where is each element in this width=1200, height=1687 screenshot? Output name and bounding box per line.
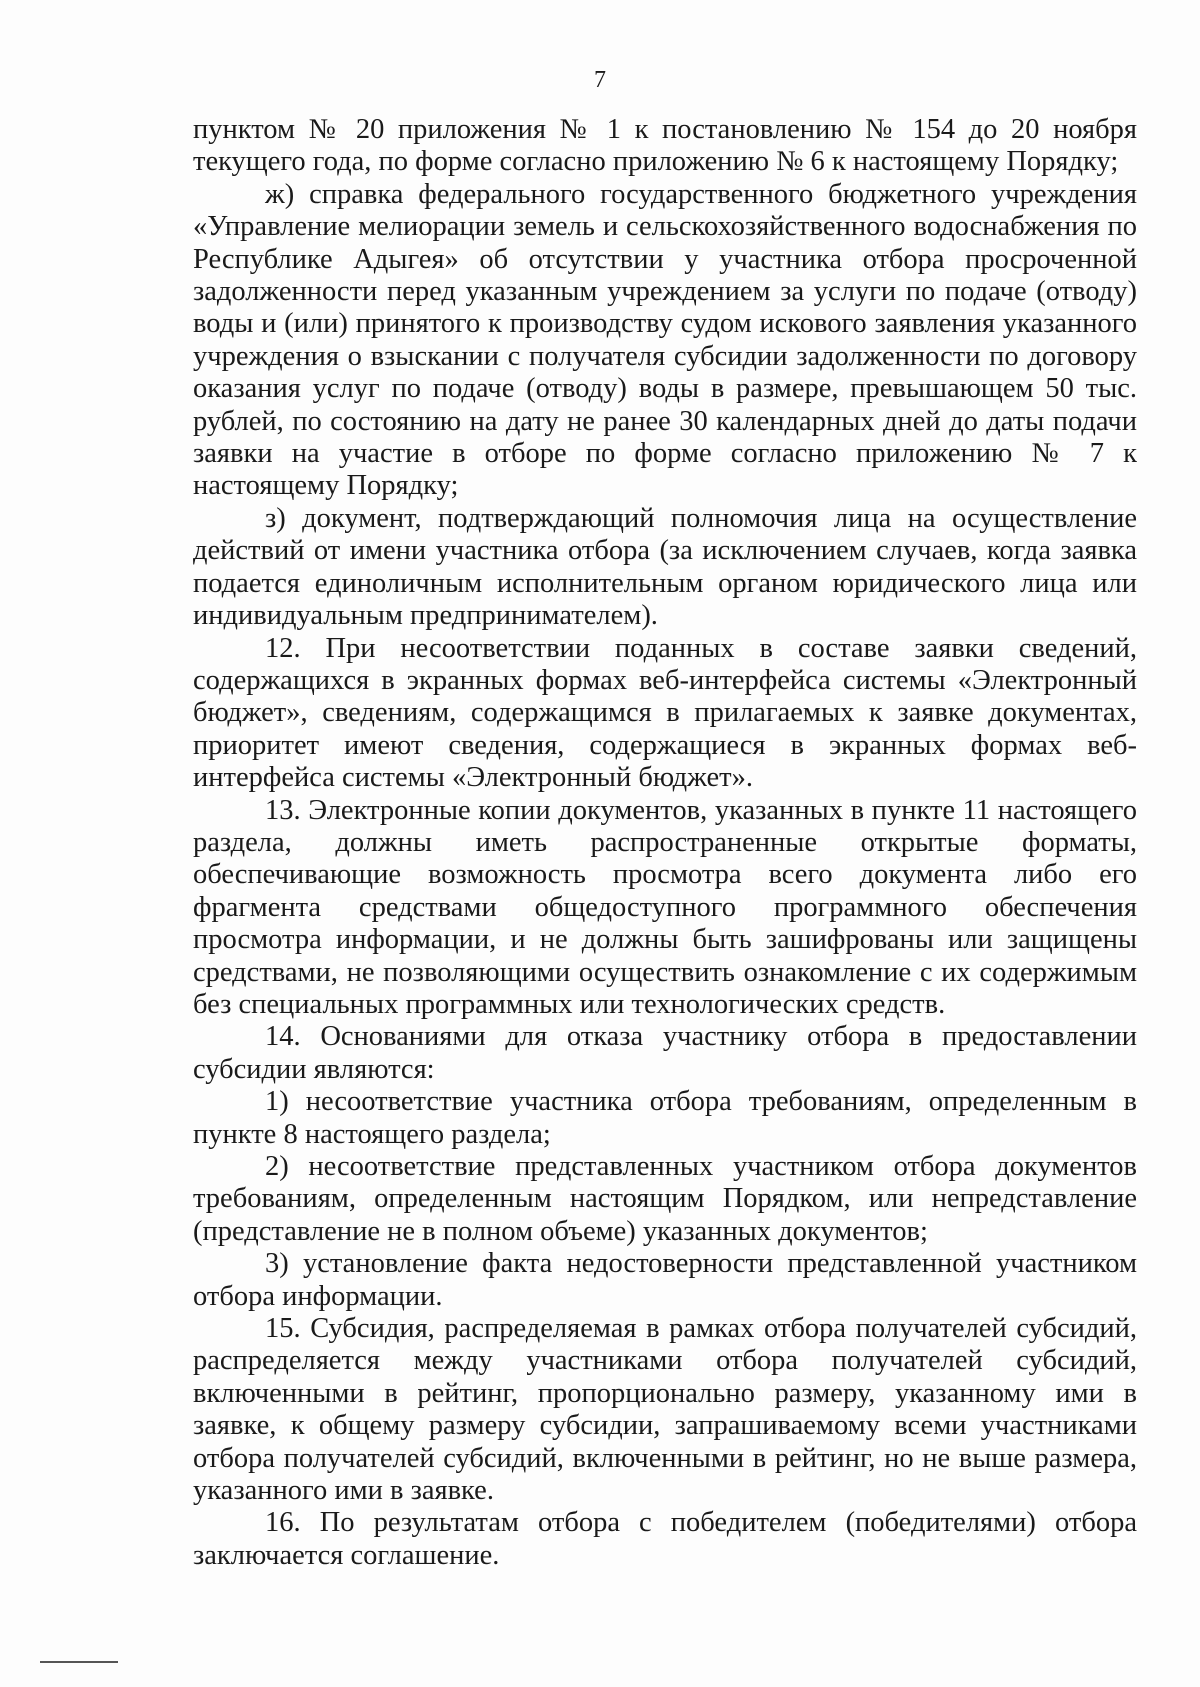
paragraph-clause-16: 16. По результатам отбора с победителем (победителями) отбора заключается соглашение. — [193, 1507, 1137, 1571]
document-body — [193, 114, 1137, 1572]
paragraph-clause-14-item-3: 3) установление факта недостоверности представленной участником отбора информации. — [193, 1248, 1137, 1312]
page-number: 7 — [594, 67, 606, 93]
paragraph-clause-14-item-2: 2) несоответствие представленных участником отбора документов требованиям, определенным настоящим Порядком, или непредставление (представление не в полном объеме) указанных документов; — [193, 1151, 1137, 1247]
paragraph-item-zh: ж) справка федерального государственного бюджетного учреждения «Управление мелиорации земель и сельскохозяйственного водоснабжения по Республике Адыгея» об отсутствии у участника отбора просроченной задолженности перед указанным учреждением за услуги по подаче (отводу) воды и (или) принятого к производству судом искового заявления указанного учреждения о взыскании с получателя субсидии задолженности по договору оказания услуг по подаче (отводу) воды в размере, превышающем 50 тыс. рублей, по состоянию на дату не ранее 30 календарных дней до даты подачи заявки на участие в отборе по форме согласно приложению № 7 к настоящему Порядку; — [193, 178, 1137, 502]
scan-artifact-line — [40, 1661, 118, 1663]
paragraph-clause-14-item-1: 1) несоответствие участника отбора требованиям, определенным в пункте 8 настоящего раздела; — [193, 1086, 1137, 1150]
paragraph-clause-13: 13. Электронные копии документов, указанных в пункте 11 настоящего раздела, должны иметь распространенные открытые форматы, обеспечивающие возможность просмотра всего документа либо его фрагмента средствами общедоступного программного обеспечения просмотра информации, и не должны быть зашифрованы или защищены средствами, не позволяющими осуществить ознакомление с их содержимым без специальных программных или технологических средств. — [193, 794, 1137, 1020]
paragraph-continuation: пунктом № 20 приложения № 1 к постановлению № 154 до 20 ноября текущего года, по форме согласно приложению № 6 к настоящему Порядку; — [193, 114, 1137, 178]
paragraph-clause-12: 12. При несоответствии поданных в составе заявки сведений, содержащихся в экранных формах веб-интерфейса системы «Электронный бюджет», сведениям, содержащимся в прилагаемых к заявке документах, приоритет имеют сведения, содержащиеся в экранных формах веб-интерфейса системы «Электронный бюджет». — [193, 632, 1137, 794]
paragraph-item-z: з) документ, подтверждающий полномочия лица на осуществление действий от имени участника отбора (за исключением случаев, когда заявка подается единоличным исполнительным органом юридического лица или индивидуальным предпринимателем). — [193, 502, 1137, 632]
paragraph-clause-14: 14. Основаниями для отказа участнику отбора в предоставлении субсидии являются: — [193, 1021, 1137, 1085]
paragraph-clause-15: 15. Субсидия, распределяемая в рамках отбора получателей субсидий, распределяется между участниками отбора получателей субсидий, включенными в рейтинг, пропорционально размеру, указанному ими в заявке, к общему размеру субсидии, запрашиваемому всеми участниками отбора получателей субсидий, включенными в рейтинг, но не выше размера, указанного ими в заявке. — [193, 1313, 1137, 1507]
